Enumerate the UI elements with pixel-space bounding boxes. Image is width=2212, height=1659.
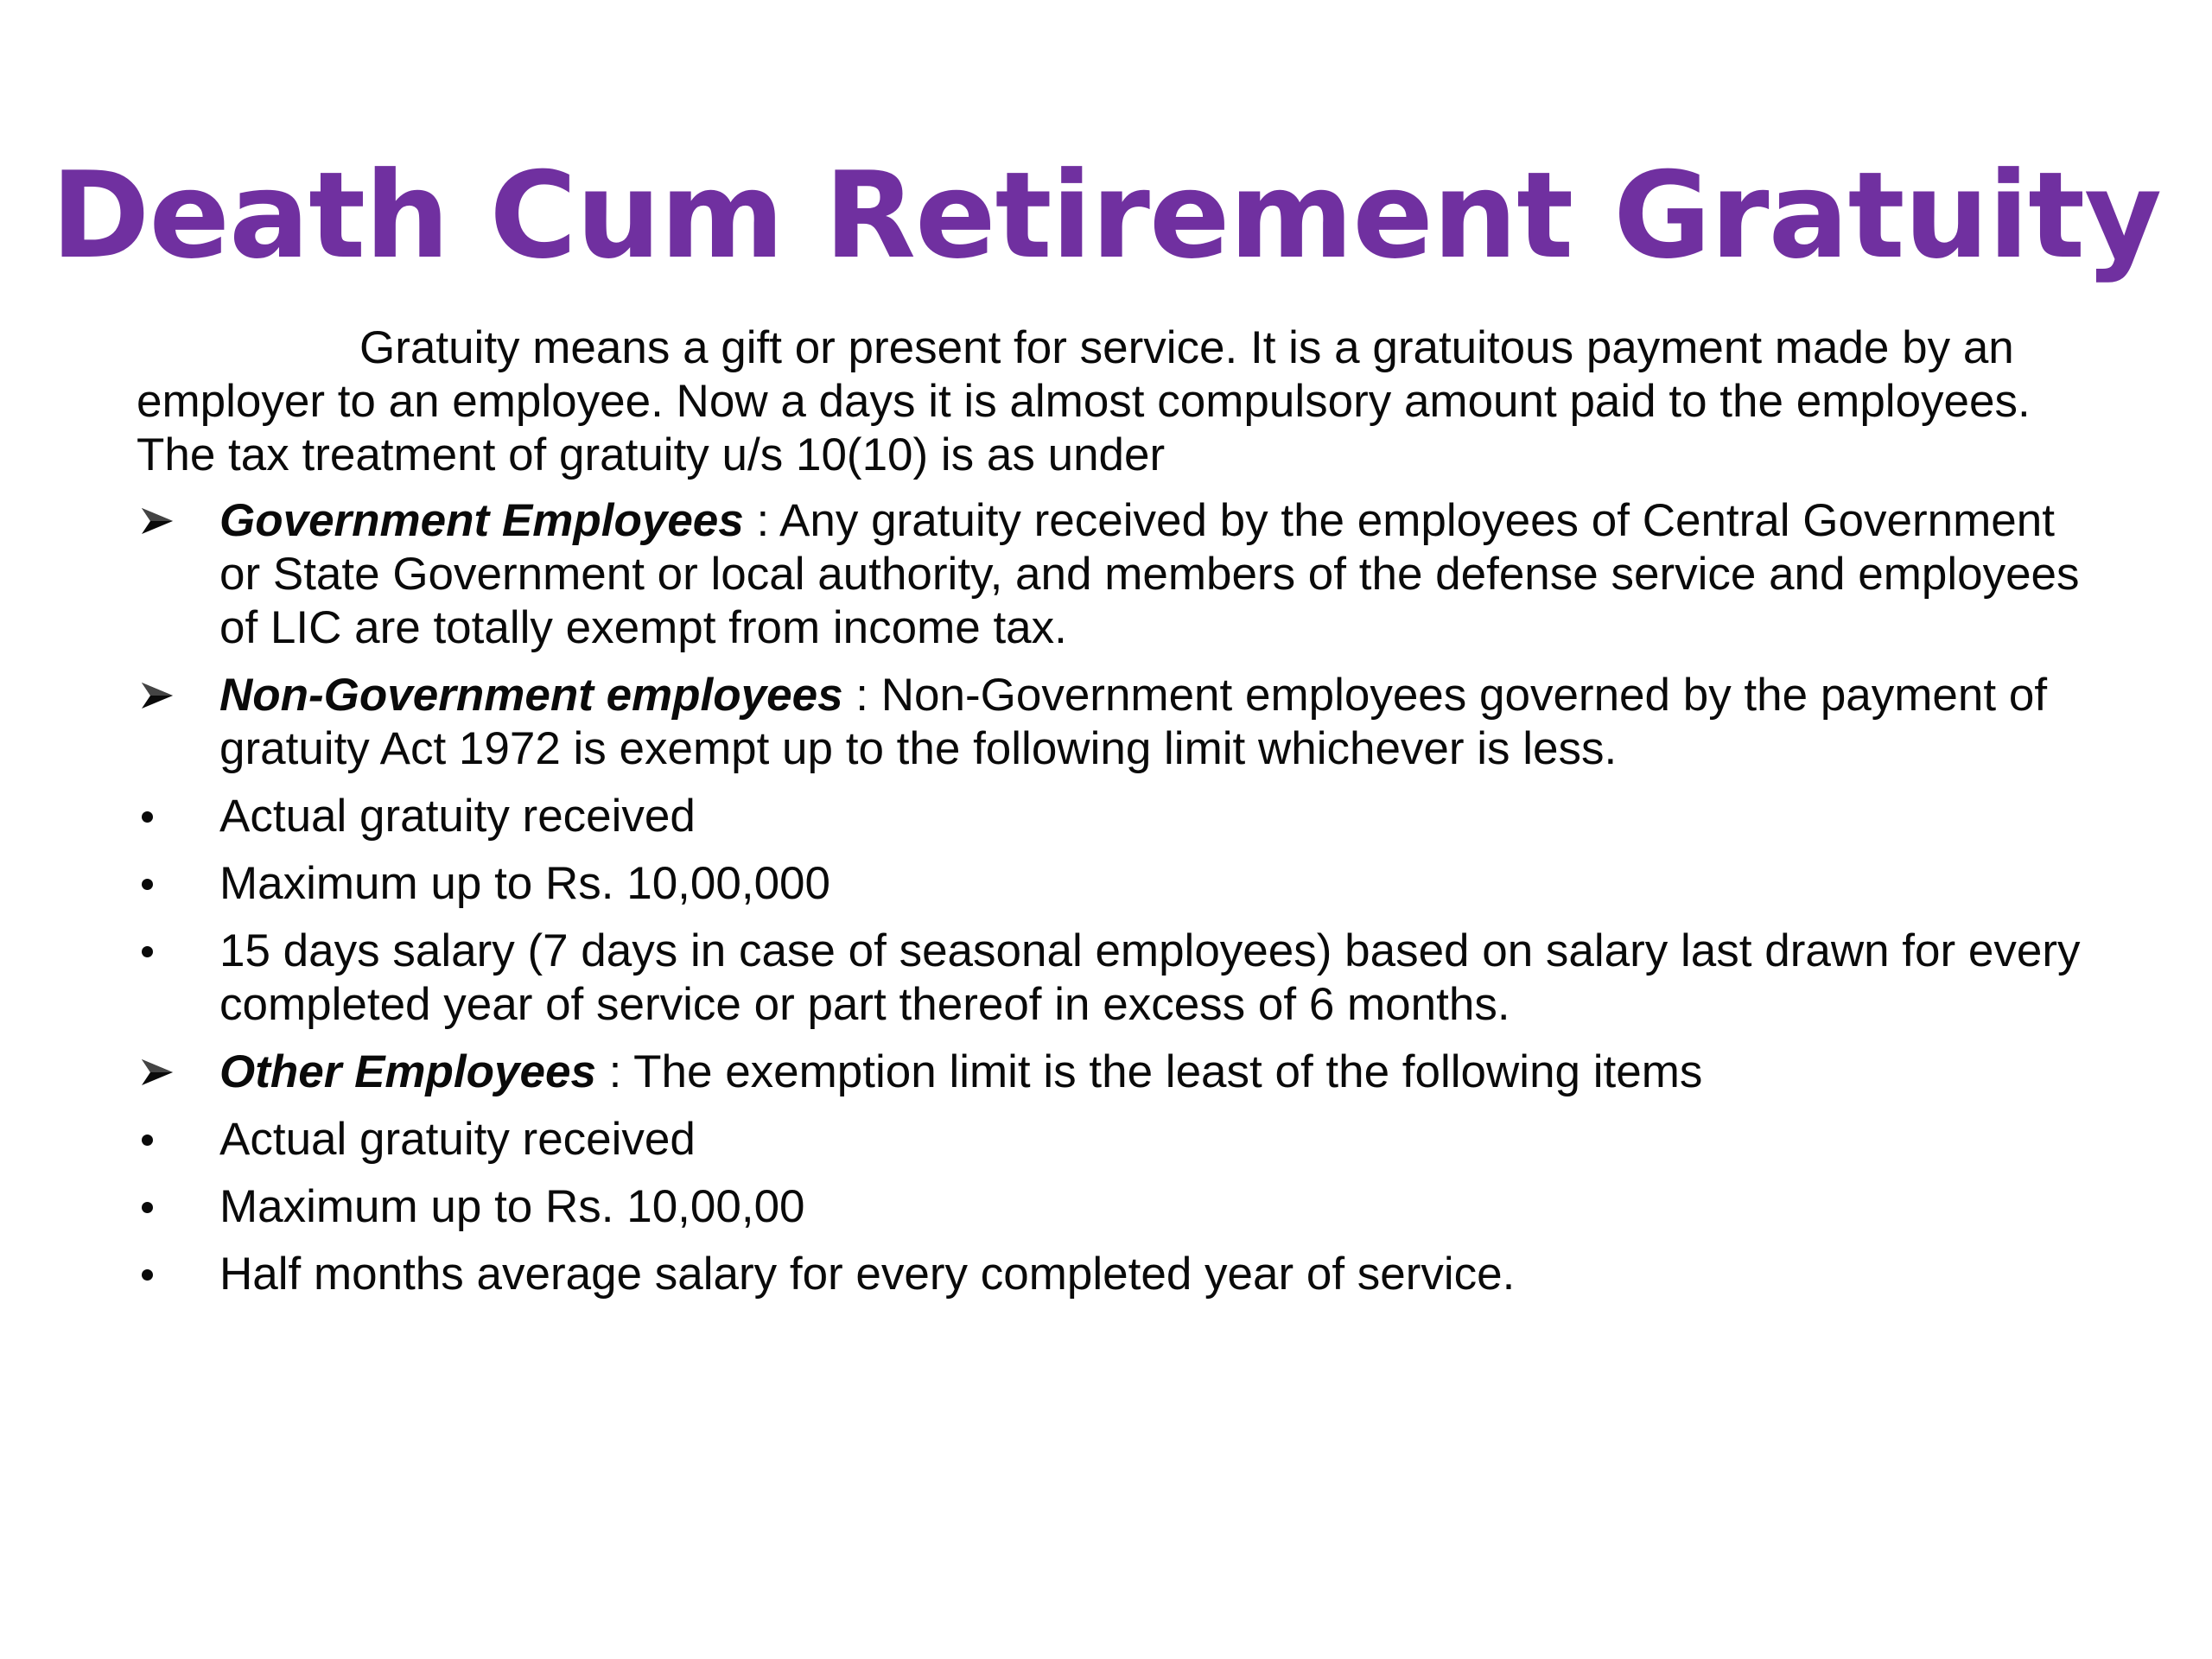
list-item-government-employees [137,494,2081,655]
list-item-non-government-employees [137,669,2081,776]
list-item [137,790,2081,843]
slide-title: Death Cum Retirement Gratuity [50,146,2162,285]
item-lead: Government Employees [219,495,744,546]
item-text: Maximum up to Rs. 10,00,00 [219,1181,805,1232]
dot-bullet-icon [137,857,197,911]
list-item-other-employees [137,1046,2081,1099]
item-text: Actual gratuity received [219,791,696,842]
list-item [137,857,2081,911]
item-lead: Non-Government employees [219,670,843,721]
list-item [137,1248,2081,1301]
item-lead: Other Employees [219,1046,596,1097]
item-text: 15 days salary (7 days in case of seasonal employees) based on salary last drawn for every completed year of service or part thereof in excess of 6 months. [219,925,2081,1030]
arrow-bullet-icon [137,1046,197,1099]
item-text: : The exemption limit is the least of the following items [595,1046,1703,1097]
list-item [137,1180,2081,1234]
item-text: Half months average salary for every completed year of service. [219,1249,1516,1300]
slide-body [137,321,2081,1315]
dot-bullet-icon [137,1248,197,1301]
list-item [137,925,2081,1032]
item-text: : Non-Government employees governed by the payment of gratuity Act 1972 is exempt up to the following limit whichever is less. [219,670,2048,774]
dot-bullet-icon [137,1180,197,1234]
dot-bullet-icon [137,790,197,843]
item-text: : Any gratuity received by the employees of Central Government or State Government or local authority, and members of the defense service and employees of LIC are totally exempt from income tax. [219,495,2080,653]
intro-paragraph: Gratuity means a gift or present for service. It is a gratuitous payment made by an employer to an employee. Now a days it is almost compulsory amount paid to the employees. The tax treatment of gratuity u/s 10(10) is as under [137,322,2031,480]
arrow-bullet-icon [137,669,197,722]
item-text: Actual gratuity received [219,1114,696,1165]
dot-bullet-icon [137,925,197,978]
dot-bullet-icon [137,1113,197,1166]
list-item [137,1113,2081,1166]
arrow-bullet-icon [137,494,197,548]
item-text: Maximum up to Rs. 10,00,000 [219,858,831,909]
